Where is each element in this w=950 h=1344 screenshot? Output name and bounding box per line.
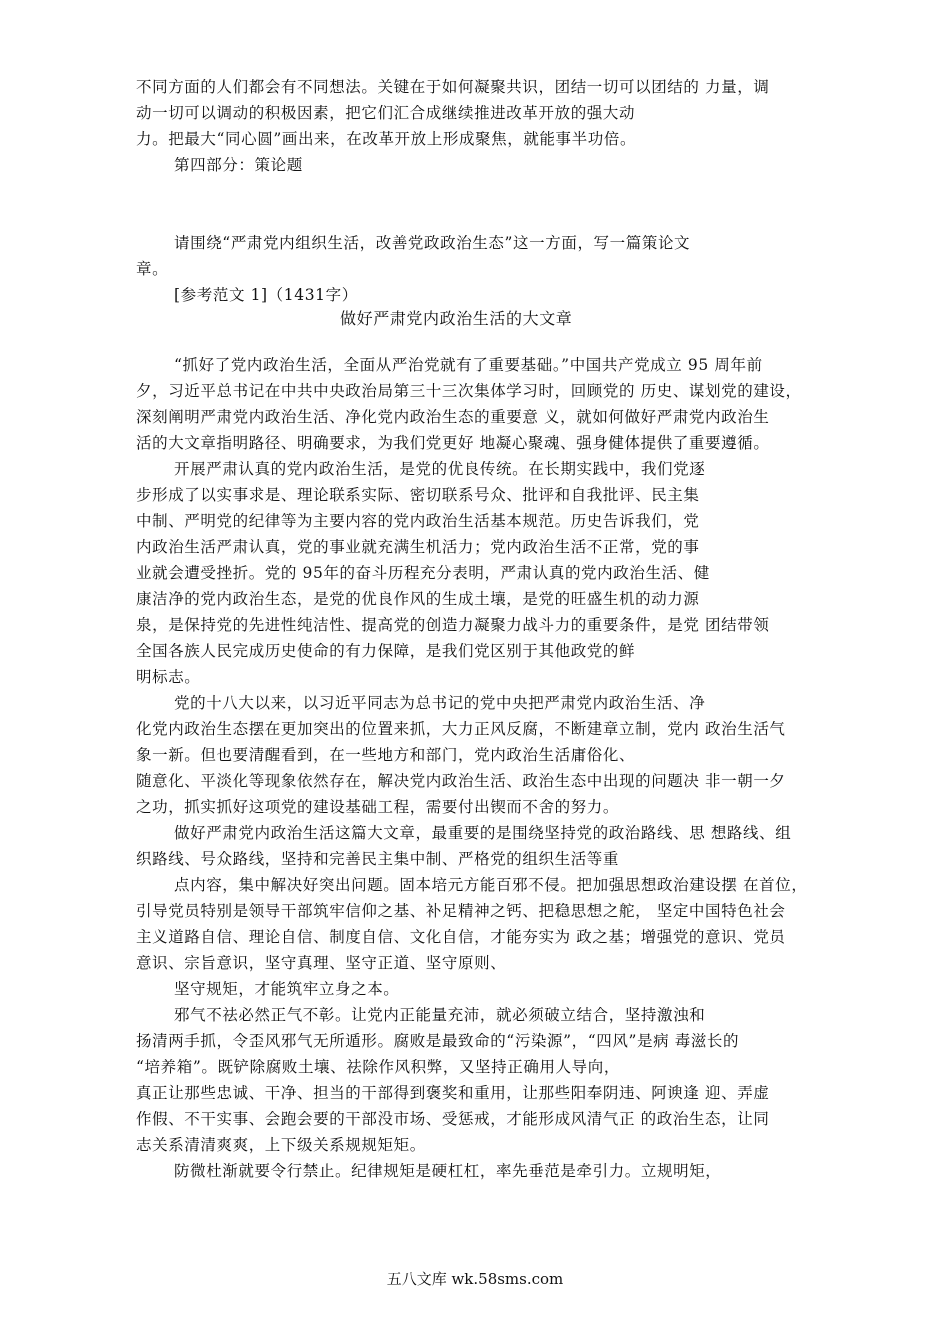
text-line: 不同方面的人们都会有不同想法。关键在于如何凝聚共识，团结一切可以团结的 力量，调 bbox=[136, 78, 770, 96]
text-line: 泉，是保持党的先进性纯洁性、提高党的创造力凝聚力战斗力的重要条件，是党 团结带领 bbox=[136, 616, 770, 634]
text-line: 引导党员特别是领导干部筑牢信仰之基、补足精神之钙、把稳思想之舵， 坚定中国特色社会 bbox=[136, 902, 786, 920]
text-line: 深刻阐明严肃党内政治生活、净化党内政治生态的重要意 义，就如何做好严肃党内政治生 bbox=[136, 408, 770, 426]
text-line: 康洁净的党内政治生态，是党的优良作风的生成土壤，是党的旺盛生机的动力源 bbox=[136, 590, 700, 608]
text-line: 防微杜渐就要令行禁止。纪律规矩是硬杠杠，率先垂范是牵引力。立规明矩， bbox=[174, 1162, 722, 1180]
text-line: 作假、不干实事、会跑会要的干部没市场、受惩戒，才能形成风清气正 的政治生态，让同 bbox=[136, 1110, 770, 1128]
text-line: “抓好了党内政治生活，全面从严治党就有了重要基础。”中国共产党成立 95 周年前 bbox=[174, 356, 763, 374]
text-line: 开展严肃认真的党内政治生活，是党的优良传统。在长期实践中，我们党逐 bbox=[174, 460, 706, 478]
text-line: 真正让那些忠诚、干净、担当的干部得到褒奖和重用，让那些阳奉阴违、阿谀逢 迎、弄虚 bbox=[136, 1084, 770, 1102]
text-line: 点内容，集中解决好突出问题。固本培元方能百邪不侵。把加强思想政治建设摆 在首位， bbox=[174, 876, 808, 894]
text-line: “培养箱”。既铲除腐败土壤、祛除作风积弊，又坚持正确用人导向， bbox=[136, 1058, 620, 1076]
text-line: 全国各族人民完成历史使命的有力保障，是我们党区别于其他政党的鲜 bbox=[136, 642, 636, 660]
text-line: 扬清两手抓，令歪风邪气无所遁形。腐败是最致命的“污染源”，“四风”是病 毒滋长的 bbox=[136, 1032, 740, 1050]
text-line: 意识、宗旨意识，坚守真理、坚守正道、坚守原则、 bbox=[136, 954, 507, 972]
text-line: 邪气不祛必然正气不彰。让党内正能量充沛，就必须破立结合，坚持激浊和 bbox=[174, 1006, 706, 1024]
text-line: 夕，习近平总书记在中共中央政治局第三十三次集体学习时，回顾党的 历史、谋划党的建设， bbox=[136, 382, 802, 400]
text-line: 化党内政治生态摆在更加突出的位置来抓，大力正风反腐，不断建章立制，党内 政治生活气 bbox=[136, 720, 786, 738]
text-line: 活的大文章指明路径、明确要求，为我们党更好 地凝心聚魂、强身健体提供了重要遵循。 bbox=[136, 434, 770, 452]
text-line: 之功，抓实抓好这项党的建设基础工程，需要付出锲而不舍的努力。 bbox=[136, 798, 620, 816]
text-line: 主义道路自信、理论自信、制度自信、文化自信，才能夯实为 政之基；增强党的意识、党员 bbox=[136, 928, 786, 946]
text-line: 做好严肃党内政治生活这篇大文章，最重要的是围绕坚持党的政治路线、思 想路线、组 bbox=[174, 824, 792, 842]
text-line: 织路线、号众路线，坚持和完善民主集中制、严格党的组织生活等重 bbox=[136, 850, 620, 868]
text-line: 中制、严明党的纪律等为主要内容的党内政治生活基本规范。历史告诉我们，党 bbox=[136, 512, 700, 530]
text-line: 业就会遭受挫折。党的 95年的奋斗历程充分表明，严肃认真的党内政治生活、健 bbox=[136, 564, 710, 582]
text-line: 象一新。但也要清醒看到，在一些地方和部门，党内政治生活庸俗化、 bbox=[136, 746, 636, 764]
text-line: 志关系清清爽爽，上下级关系规规矩矩。 bbox=[136, 1136, 426, 1154]
text-line: 明标志。 bbox=[136, 668, 201, 686]
text-line: [参考范文 1]（1431字） bbox=[174, 286, 358, 304]
footer-watermark: 五八文库 wk.58sms.com bbox=[386, 1270, 564, 1288]
text-line: 步形成了以实事求是、理论联系实际、密切联系号众、批评和自我批评、民主集 bbox=[136, 486, 700, 504]
text-line: 内政治生活严肃认真，党的事业就充满生机活力；党内政治生活不正常，党的事 bbox=[136, 538, 700, 556]
text-line: 随意化、平淡化等现象依然存在，解决党内政治生活、政治生态中出现的问题决 非一朝一夕 bbox=[136, 772, 786, 790]
text-line: 坚守规矩，才能筑牢立身之本。 bbox=[174, 980, 400, 998]
text-line: 动一切可以调动的积极因素，把它们汇合成继续推进改革开放的强大动 bbox=[136, 104, 636, 122]
text-line: 请围绕“严肃党内组织生活，改善党政政治生态”这一方面，写一篇策论文 bbox=[174, 234, 691, 252]
text-line: 章。 bbox=[136, 260, 169, 278]
text-line: 力。把最大“同心圆”画出来，在改革开放上形成聚焦，就能事半功倍。 bbox=[136, 130, 637, 148]
text-line: 党的十八大以来，以习近平同志为总书记的党中央把严肃党内政治生活、净 bbox=[174, 694, 706, 712]
section-heading: 第四部分：策论题 bbox=[174, 156, 303, 174]
essay-title: 做好严肃党内政治生活的大文章 bbox=[340, 309, 573, 328]
